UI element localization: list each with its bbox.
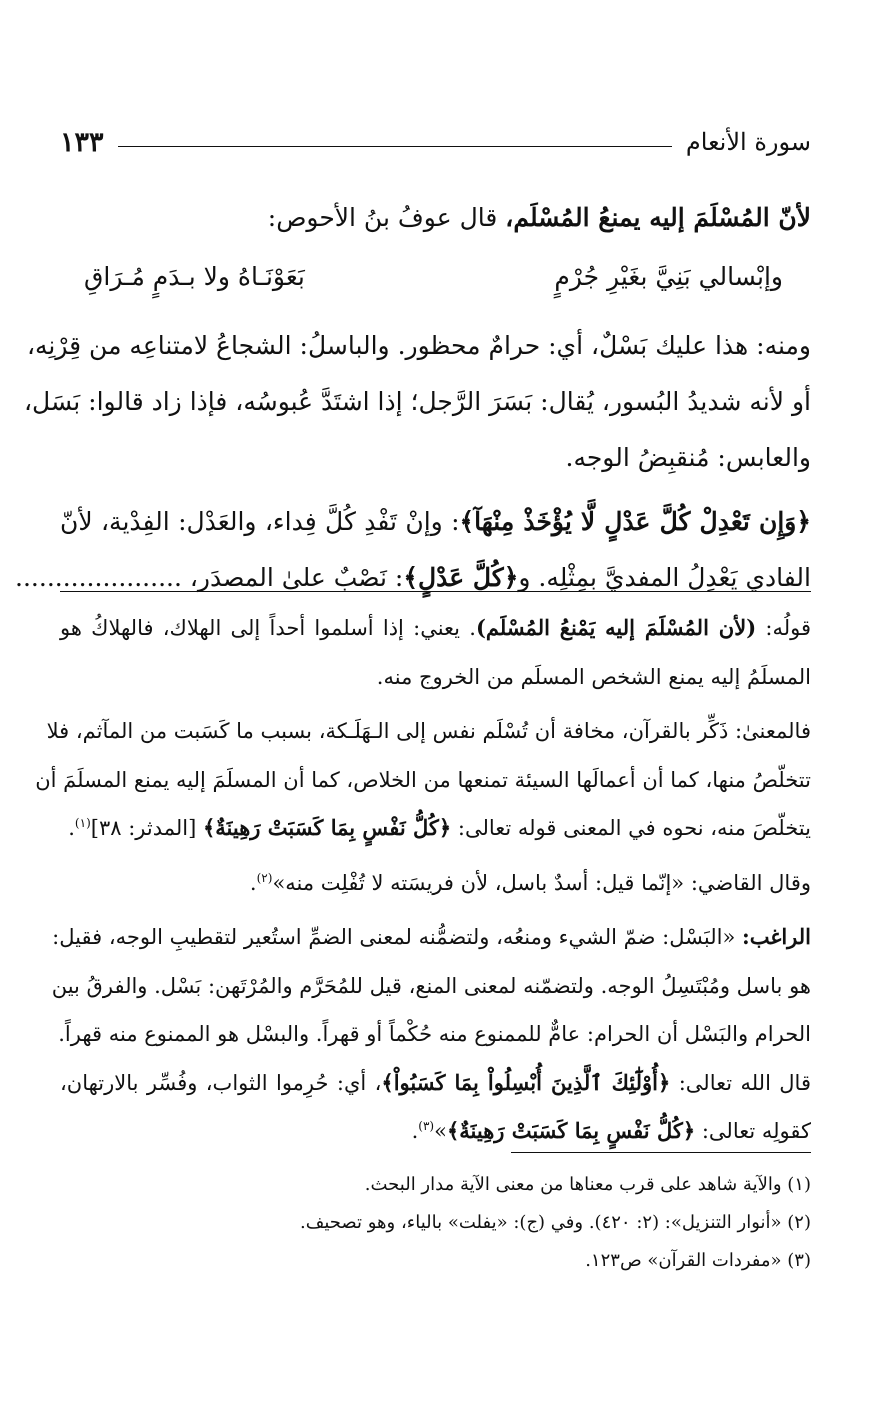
commentary-line: وقال القاضي: «إنّما قيل: أسدٌ باسل، لأن فريسَته لا تُفْلِت منه»$^{(٢)}$. [249, 870, 811, 895]
footnotes [60, 1166, 811, 1280]
quran-verse: ﴿أُوْلَٰٓئِكَ ٱلَّذِينَ أُبْسِلُواْ بِمَا كَسَبُواْ﴾ [381, 1069, 671, 1095]
footnote: (١) والآية شاهد على قرب معناها من معنى الآية مدار البحث. [364, 1174, 811, 1195]
commentary-line: قولُه: (لأن المُسْلَمَ إليه يَمْنعُ المُسْلَم). يعني: إذا أسلموا أحداً إلى الهلاك، فالهلاكُ هو [60, 615, 812, 640]
surah-title: سورة الأنعام [685, 128, 811, 156]
quoted-phrase: لأنّ المُسْلَمَ إليه يمنعُ المُسْلَم، [505, 203, 811, 232]
commentary [35, 604, 812, 1156]
verse-first-hemistich: وإبْسالي بَنِيَّ بغَيْرِ جُرْمٍ [554, 262, 783, 291]
commentary-line: فالمعنىٰ: ذَكِّر بالقرآن، مخافة أن تُسْلَم نفس إلى الـهَلَـكة، بسبب ما كَسَبت من المآثم، فلا [46, 719, 811, 743]
page-number: ١٣٣ [60, 126, 104, 158]
commentary-line: كقولِه تعالى: ﴿كُلُّ نَفْسٍ بِمَا كَسَبَتْ رَهِينَةٌ﴾»$^{(٣)}$. [411, 1118, 811, 1143]
footnote: (٣) «مفردات القرآن» ص١٢٣. [585, 1250, 811, 1271]
verse-second-hemistich: بَعَوْنَـاهُ ولا بـدَمٍ مُـرَاقِ [84, 262, 305, 291]
main-line: والعابس: مُنقبِضُ الوجه. [565, 443, 811, 472]
commentary-line: تتخلّصُ منها، كما أن أعمالَها السيئة تمنعها من الخلاص، كما أن المسلَمَ إليه يمنع المسلَمَ أن [35, 767, 811, 792]
main-line: الفادي يَعْدِلُ المفديَّ بمِثْلِه. و﴿كُلَّ عَدْلٍ﴾: نَصْبٌ علىٰ المصدَر، ..................... [15, 563, 811, 592]
page-header [60, 118, 811, 166]
poetry-verse [60, 246, 811, 308]
footnote-ref[interactable]: (٢) [256, 870, 273, 885]
footnote: (٢) «أنوار التنزيل»: (٢: ٤٢٠). وفي (ج): «يفلت» بالياء، وهو تصحيف. [300, 1212, 811, 1233]
main-text [15, 190, 811, 606]
commentary-line: المسلَمُ إليه يمنع الشخص المسلَم من الخروج منه. [376, 664, 811, 689]
commentary-line: الراغب: «البَسْل: ضمّ الشيء ومنعُه، ولتضمُّنه لمعنى الضمِّ استُعير لتقطيبِ الوجه، فقيل: [52, 924, 811, 949]
separator-rule [60, 591, 811, 592]
footnote-ref[interactable]: (٣) [418, 1119, 435, 1133]
main-line: ﴿وَإِن تَعْدِلْ كُلَّ عَدْلٍ لَّا يُؤْخَذْ مِنْهَآ﴾: وإنْ تَفْدِ كُلَّ فِداء، والعَدْل: الفِدْية، لأنّ [60, 507, 811, 536]
quran-verse: ﴿كُلُّ نَفْسٍ بِمَا كَسَبَتْ رَهِينَةٌ﴾ [202, 815, 452, 840]
quoted-phrase: (لأن المُسْلَمَ إليه يَمْنعُ المُسْلَم) [475, 615, 757, 640]
footnote-ref[interactable]: (١) [74, 816, 91, 830]
footnote-rule [511, 1152, 811, 1153]
quran-verse: ﴿وَإِن تَعْدِلْ كُلَّ عَدْلٍ لَّا يُؤْخَذْ مِنْهَآ﴾ [459, 507, 811, 536]
main-line: ومنه: هذا عليك بَسْلٌ، أي: حرامٌ محظور. والباسلُ: الشجاعُ لامتناعِه من قِرْنِه، [26, 331, 811, 360]
commentary-line: هو باسل ومُبْتَسِلُ الوجه. ولتضمّنه لمعنى المنع، قيل للمُحَرَّم والمُرْتَهن: بَسْل. والفرقُ بين [51, 973, 811, 998]
source-label: الراغب: [741, 924, 811, 949]
commentary-line: قال الله تعالى: ﴿أُوْلَٰٓئِكَ ٱلَّذِينَ أُبْسِلُواْ بِمَا كَسَبُواْ﴾، أي: حُرِموا الثواب، وفُسِّر بالارتهان، [60, 1069, 811, 1095]
quran-verse: ﴿كُلَّ عَدْلٍ﴾ [403, 563, 519, 592]
header-rule [118, 146, 672, 147]
commentary-line: يتخلّصَ منه، نحوه في المعنى قوله تعالى: ﴿كُلُّ نَفْسٍ بِمَا كَسَبَتْ رَهِينَةٌ﴾ [المدثر: ٣٨]$^{(١)}$. [68, 815, 811, 840]
main-line: أو لأنه شديدُ البُسور، يُقال: بَسَرَ الرَّجل؛ إذا اشتَدَّ عُبوسُه، فإذا زاد قالوا: بَسَل، [23, 387, 811, 416]
quran-verse: ﴿كُلُّ نَفْسٍ بِمَا كَسَبَتْ رَهِينَةٌ﴾ [446, 1118, 696, 1143]
commentary-line: الحرام والبَسْل أن الحرام: عامٌّ للممنوع منه حُكْماً أو قهراً. والبسْل هو الممنوع منه قهراً. [58, 1022, 811, 1046]
main-line: لأنّ المُسْلَمَ إليه يمنعُ المُسْلَم، قال عوفُ بنُ الأحوص: [267, 203, 811, 232]
